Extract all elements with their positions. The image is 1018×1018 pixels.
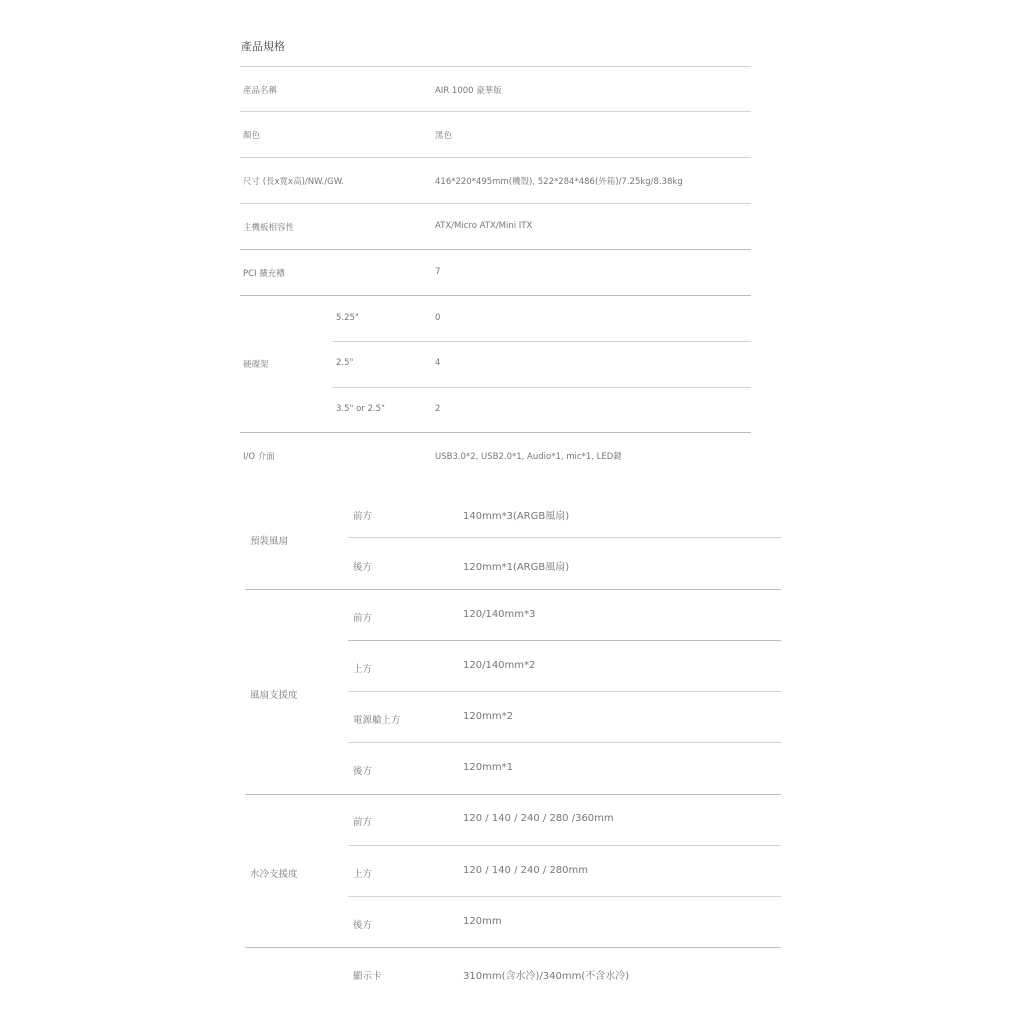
spec-value-name: AIR 1000 豪華版 — [435, 86, 502, 96]
water-value-top: 120 / 140 / 240 / 280mm — [463, 865, 589, 876]
spec-label-io: I/O 介面 — [243, 452, 275, 462]
fan-sup-value-rear: 120mm*1 — [463, 762, 513, 773]
divider — [240, 432, 751, 433]
fan-sup-sub-psu-top: 電源艙上方 — [353, 715, 401, 726]
fan-sup-value-top: 120/140mm*2 — [463, 660, 536, 671]
gpu-sub: 顯示卡 — [353, 971, 382, 982]
drive-sub-35: 3.5" or 2.5" — [336, 404, 385, 414]
fan-pre-value-front: 140mm*3(ARGB風扇) — [463, 511, 570, 522]
spec-value-pci: 7 — [435, 267, 441, 277]
water-sub-top: 上方 — [353, 869, 373, 880]
group-label-preinstalled-fans: 預裝風扇 — [250, 536, 289, 547]
divider — [240, 203, 751, 204]
group-label-fan-support: 風扇支援度 — [250, 690, 298, 701]
divider — [348, 845, 781, 846]
fan-pre-value-rear: 120mm*1(ARGB風扇) — [463, 562, 570, 573]
fan-sup-value-front: 120/140mm*3 — [463, 609, 536, 620]
fan-sup-sub-rear: 後方 — [353, 766, 373, 777]
spec-label-motherboard: 主機板相容性 — [243, 223, 295, 233]
divider — [245, 794, 781, 795]
fan-pre-sub-rear: 後方 — [353, 562, 373, 573]
divider — [240, 66, 751, 67]
divider — [245, 589, 781, 590]
divider — [348, 537, 781, 538]
divider — [240, 295, 751, 296]
drive-sub-525: 5.25" — [336, 313, 359, 323]
spec-value-io: USB3.0*2, USB2.0*1, Audio*1, mic*1, LED鍵 — [435, 452, 622, 462]
fan-sup-value-psu-top: 120mm*2 — [463, 711, 513, 722]
spec-label-name: 產品名稱 — [243, 86, 278, 96]
divider — [240, 111, 751, 112]
drive-value-35: 2 — [435, 404, 441, 414]
fan-sup-sub-top: 上方 — [353, 664, 373, 675]
spec-value-size: 416*220*495mm(機殼), 522*284*486(外箱)/7.25kg/8.38kg — [435, 177, 683, 187]
fan-pre-sub-front: 前方 — [353, 511, 373, 522]
divider — [332, 341, 751, 342]
water-value-front: 120 / 140 / 240 / 280 /360mm — [463, 813, 614, 824]
divider — [240, 249, 751, 250]
water-value-rear: 120mm — [463, 916, 502, 927]
divider — [245, 947, 781, 948]
page-title: 產品規格 — [241, 40, 285, 53]
fan-sup-sub-front: 前方 — [353, 613, 373, 624]
drive-sub-25: 2.5" — [336, 358, 354, 368]
divider — [332, 387, 751, 388]
spec-label-drive-bay: 硬碟架 — [243, 360, 269, 370]
spec-value-color: 黑色 — [435, 131, 453, 141]
spec-label-pci: PCI 擴充槽 — [243, 269, 285, 279]
spec-label-size: 尺寸 (長x寬x高)/NW./GW. — [243, 177, 344, 187]
water-sub-front: 前方 — [353, 817, 373, 828]
drive-value-525: 0 — [435, 313, 441, 323]
gpu-value: 310mm(含水冷)/340mm(不含水冷) — [463, 971, 630, 982]
group-label-water-support: 水冷支援度 — [250, 869, 298, 880]
divider — [348, 691, 781, 692]
divider — [348, 742, 781, 743]
water-sub-rear: 後方 — [353, 920, 373, 931]
divider — [240, 157, 751, 158]
divider — [348, 640, 781, 641]
spec-label-color: 顏色 — [243, 131, 261, 141]
drive-value-25: 4 — [435, 358, 441, 368]
spec-value-motherboard: ATX/Micro ATX/Mini ITX — [435, 221, 533, 231]
divider — [348, 896, 781, 897]
